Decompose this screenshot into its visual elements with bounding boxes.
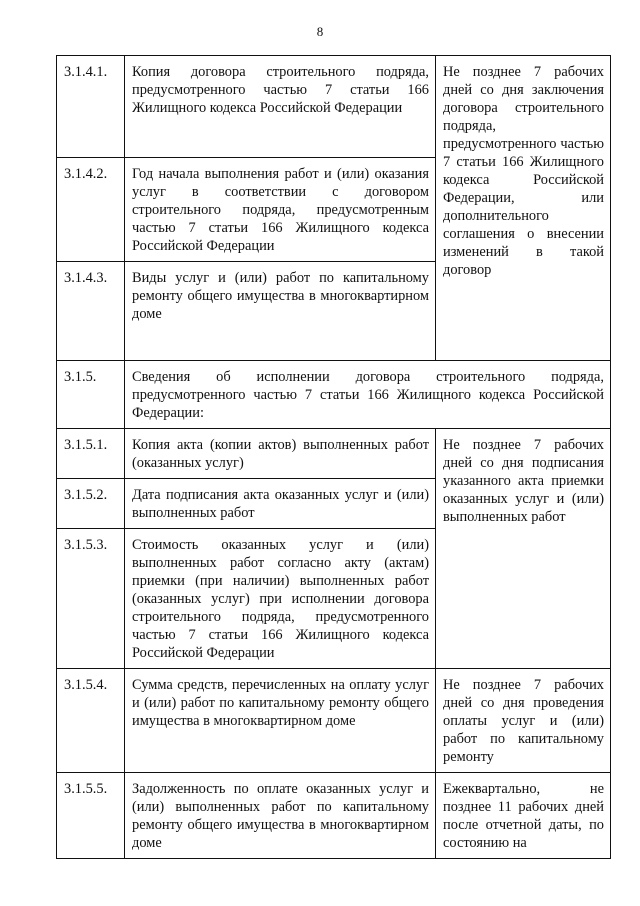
row-number: 3.1.4.3. [57,262,125,361]
deadline-contract: Не позднее 7 рабочих дней со дня заключения договора строительного подряда, предусмотренного частью 7 статьи 166 Жилищного кодекса Российской Федерации, или дополнительного соглашения о внесении изменений в такой договор [436,56,611,361]
row-description: Сумма средств, перечисленных на оплату услуг и (или) работ по капитальному ремонту общего имущества в многоквартирном доме [125,669,436,773]
row-description: Виды услуг и (или) работ по капитальному ремонту общего имущества в многоквартирном доме [125,262,436,361]
row-number: 3.1.5.3. [57,529,125,669]
table-row [57,429,611,479]
requirements-table [56,55,611,859]
row-number: 3.1.5.2. [57,479,125,529]
row-description: Дата подписания акта оказанных услуг и (или) выполненных работ [125,479,436,529]
row-description: Копия договора строительного подряда, предусмотренного частью 7 статьи 166 Жилищного кодекса Российской Федерации [125,56,436,158]
row-number: 3.1.5.5. [57,773,125,859]
row-number: 3.1.5.1. [57,429,125,479]
row-description: Задолженность по оплате оказанных услуг и (или) выполненных работ по капитальному ремонту общего имущества в многоквартирном доме [125,773,436,859]
row-number: 3.1.5.4. [57,669,125,773]
page-number: 8 [316,24,324,39]
row-description: Сведения об исполнении договора строительного подряда, предусмотренного частью 7 статьи 166 Жилищного кодекса Российской Федерации: [125,361,611,429]
deadline-payment: Не позднее 7 рабочих дней со дня проведения оплаты услуг и (или) работ по капитальному ремонту [436,669,611,773]
deadline-act: Не позднее 7 рабочих дней со дня подписания указанного акта приемки оказанных услуг и (или) выполненных работ [436,429,611,669]
row-number: 3.1.4.1. [57,56,125,158]
deadline-quarterly: Ежеквартально, не позднее 11 рабочих дней после отчетной даты, по состоянию на [436,773,611,859]
row-description: Стоимость оказанных услуг и (или) выполненных работ согласно акту (актам) приемки (при наличии) выполненных работ (оказанных услуг) при исполнении договора строительного подряда, предусмотренного частью 7 статьи 166 Жилищного кодекса Российской Федерации [125,529,436,669]
row-description: Копия акта (копии актов) выполненных работ (оказанных услуг) [125,429,436,479]
table-row [57,56,611,158]
table-row [57,361,611,429]
row-number: 3.1.5. [57,361,125,429]
row-description: Год начала выполнения работ и (или) оказания услуг в соответствии с договором строительного подряда, предусмотренным частью 7 статьи 166 Жилищного кодекса Российской Федерации [125,158,436,262]
table-row [57,669,611,773]
table-row [57,773,611,859]
row-number: 3.1.4.2. [57,158,125,262]
